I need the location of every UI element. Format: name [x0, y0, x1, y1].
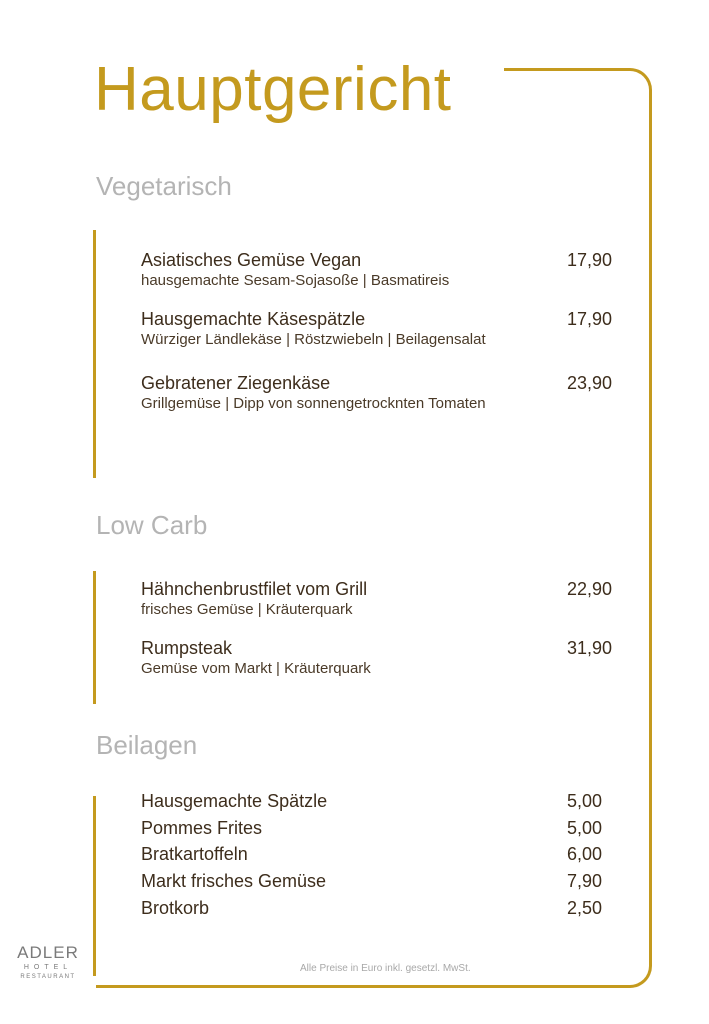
section-title-vegetarisch: Vegetarisch: [96, 171, 232, 201]
menu-item: [141, 249, 621, 291]
side-dish-name: Brotkorb: [141, 898, 210, 918]
side-dish-price: 5,00: [567, 791, 603, 811]
menu-item: [141, 372, 621, 414]
side-dish-price: 2,50: [567, 898, 603, 918]
item-name: Hausgemachte Käsespätzle: [141, 309, 366, 329]
section-bar: [93, 571, 96, 704]
side-dish-price: 6,00: [567, 844, 603, 864]
item-description: Gemüse vom Markt | Kräuterquark: [141, 660, 371, 677]
item-price: 31,90: [567, 638, 613, 658]
section-bar: [93, 230, 96, 478]
item-price: 22,90: [567, 579, 613, 599]
item-name: Hähnchenbrustfilet vom Grill: [141, 579, 368, 599]
side-dish-price: 5,00: [567, 818, 603, 838]
menu-item: [141, 637, 621, 679]
logo-hotel: HOTEL: [23, 964, 73, 971]
logo-restaurant: RESTAURANT: [20, 974, 76, 980]
side-dish-price: 7,90: [567, 871, 603, 891]
item-description: Würziger Ländlekäse | Röstzwiebeln | Beilagensalat: [141, 331, 486, 348]
menu-item: [141, 578, 621, 620]
price-footnote: Alle Preise in Euro inkl. gesetzl. MwSt.: [300, 963, 471, 974]
menu-item: [141, 308, 621, 350]
item-price: 17,90: [567, 309, 613, 329]
item-description: hausgemachte Sesam-Sojasoße | Basmatireis: [141, 272, 450, 289]
side-dish-name: Markt frisches Gemüse: [141, 871, 327, 891]
item-name: Asiatisches Gemüse Vegan: [141, 250, 362, 270]
item-description: Grillgemüse | Dipp von sonnengetrocknten Tomaten: [141, 395, 486, 412]
item-name: Rumpsteak: [141, 638, 233, 658]
adler-logo: [12, 944, 84, 982]
item-price: 23,90: [567, 373, 613, 393]
section-title-beilagen: Beilagen: [96, 730, 198, 760]
section-title-low-carb: Low Carb: [96, 510, 208, 540]
item-name: Gebratener Ziegenkäse: [141, 373, 331, 393]
page-title: Hauptgericht: [94, 55, 452, 124]
logo-wordmark: ADLER: [17, 943, 79, 962]
side-dish-name: Pommes Frites: [141, 818, 263, 838]
item-description: frisches Gemüse | Kräuterquark: [141, 601, 353, 618]
section-bar: [93, 796, 96, 976]
side-dish-name: Bratkartoffeln: [141, 844, 248, 864]
side-dish-name: Hausgemachte Spätzle: [141, 791, 328, 811]
item-price: 17,90: [567, 250, 613, 270]
